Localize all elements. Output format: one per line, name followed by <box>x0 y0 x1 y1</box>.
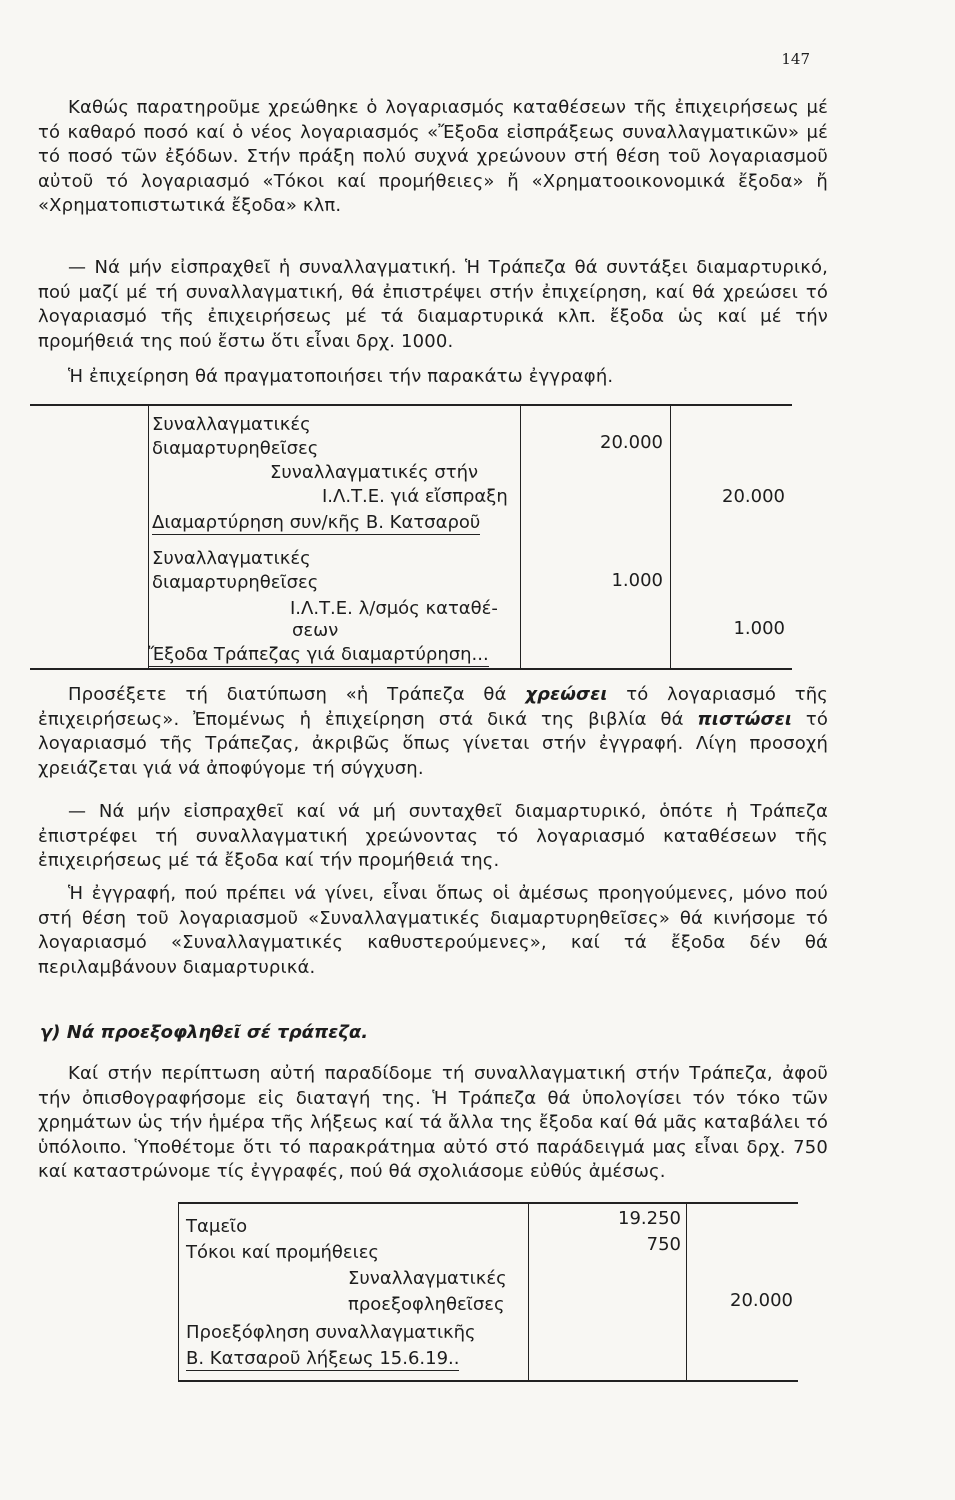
credit-account-line: σεων <box>292 620 339 641</box>
debit-amount: 750 <box>646 1234 681 1255</box>
entry-description: Β. Κατσαροῦ λήξεως 15.6.19.. <box>186 1348 460 1369</box>
debit-account-line: Συναλλαγματικές <box>152 548 311 569</box>
debit-account-line: Ταμεῖο <box>186 1216 248 1237</box>
paragraph-not-collected: — Νά μήν εἰσπραχθεῖ ἡ συναλλαγματική. Ἡ Τράπεζα θά συντάξει διαμαρτυρικό, πού μαζί μέ τή συναλλαγματική, θά ἐπιστρέψει στήν ἐπιχείρηση, καί θά χρεώσει τό λογαριασμό τῆς ἐπιχειρήσεως μέ τά διαμαρτυρικά κλπ. ἔξοδα ὡς καί μέ τήν προμήθειά της πού ἔστω ὅτι εἶναι δρχ. 1000. <box>38 257 828 352</box>
page-number: 147 <box>781 50 810 68</box>
journal-entry-discount <box>178 1202 798 1382</box>
column-divider <box>686 1204 687 1380</box>
paragraph-intro: Καθώς παρατηροῦμε χρεώθηκε ὁ λογαριασμός καταθέσεων τῆς ἐπιχειρήσεως μέ τό καθαρό ποσό καί ὁ νέος λογαριασμός «Ἔξοδα εἰσπράξεως συναλλαγματικῶν» μέ τό ποσό τῶν ἐξόδων. Στήν πράξη πολύ συχνά χρεώνουν στή θέση τοῦ λογαριασμοῦ αὐτοῦ τό λογαριασμό «Τόκοι καί προμήθειες» ἤ «Χρηματοοικονομικά ἔξοδα» ἤ «Χρηματοπιστωτικά ἔξοδα» κλπ. <box>38 97 828 216</box>
credit-account-line: Ι.Λ.Τ.Ε. γιά εἴσπραξη <box>322 486 508 507</box>
entry-description: Προεξόφληση συναλλαγματικῆς <box>186 1322 476 1343</box>
column-divider <box>670 406 671 668</box>
journal-entry-protest <box>30 404 792 670</box>
paragraph-no-protest: — Νά μήν εἰσπραχθεῖ καί νά μή συνταχθεῖ διαμαρτυρικό, ὁπότε ἡ Τράπεζα ἐπιστρέφει τή συναλλαγματική χρεώνοντας τό λογαριασμό καταθέσεων τῆς ἐπιχειρήσεως μέ τά ἔξοδα καί τήν προμήθειά της. <box>38 801 828 871</box>
column-divider <box>178 1204 179 1380</box>
entry-description: Διαμαρτύρηση συν/κῆς Β. Κατσαροῦ <box>152 512 481 533</box>
entry-description: Ἔξοδα Τράπεζας γιά διαμαρτύρηση... <box>148 644 489 665</box>
column-divider <box>528 1204 529 1380</box>
paragraph-entry-intro: Ἡ ἐπιχείρηση θά πραγματοποιήσει τήν παρακάτω ἐγγραφή. <box>68 366 614 387</box>
debit-amount: 1.000 <box>611 570 663 591</box>
note-text: τό λογαριασμό τῆς Τράπεζας, ἀκριβῶς ὅπως γίνεται στήν ἐγγραφή. Λίγη προσοχή χρειάζεται γιά νά ἀποφύγομε τή σύγχυση. <box>38 708 828 779</box>
note-text: Προσέξετε τή διατύπωση «ἡ Τράπεζα θά <box>68 684 526 705</box>
debit-amount: 19.250 <box>618 1208 681 1229</box>
paragraph-discount: Καί στήν περίπτωση αὐτή παραδίδομε τή συναλλαγματική στήν Τράπεζα, ἀφοῦ τήν ὀπισθογραφήσομε εἰς διαταγή της. Ἡ Τράπεζα θά ὑπολογίσει τόν τόκο τῶν χρημάτων ὡς τήν ἡμέρα τῆς λήξεως καί τά ἄλλα της ἔξοδα καί θά μᾶς καταβάλει τό ὑπόλοιπο. Ὑποθέτομε ὅτι τό παρακράτημα αὐτό στό παράδειγμά μας εἶναι δρχ. 750 καί καταστρώνομε τίς ἐγγραφές, πού θά σχολιάσομε εὐθύς ἀμέσως. <box>38 1063 828 1182</box>
debit-account-line: διαμαρτυρηθεῖσες <box>152 438 319 459</box>
debit-amount: 20.000 <box>600 432 663 453</box>
column-divider <box>148 406 149 668</box>
credit-account-line: προεξοφληθεῖσες <box>348 1294 505 1315</box>
column-divider <box>520 406 521 668</box>
paragraph-note <box>38 683 828 781</box>
section-heading: γ) Νά προεξοφληθεῖ σέ τράπεζα. <box>40 1022 369 1043</box>
debit-account-line: Συναλλαγματικές <box>152 414 311 435</box>
emphasis-debit: χρεώσει <box>525 684 608 705</box>
debit-account-line: διαμαρτυρηθεῖσες <box>152 572 319 593</box>
credit-account-line: Συναλλαγματικές <box>348 1268 507 1289</box>
credit-amount: 1.000 <box>733 618 785 639</box>
note-text: τό λογαριασμό τῆς ἐπιχειρήσεως». Ἐπομένως ἡ ἐπιχείρηση στά δικά της βιβλία θά <box>38 684 829 730</box>
credit-amount: 20.000 <box>730 1290 793 1311</box>
debit-account-line: Τόκοι καί προμήθειες <box>186 1242 379 1263</box>
credit-amount: 20.000 <box>722 486 785 507</box>
credit-account-line: Συναλλαγματικές στήν <box>270 462 479 483</box>
credit-account-line: Ι.Λ.Τ.Ε. λ/σμός καταθέ- <box>290 598 498 619</box>
emphasis-credit: πιστώσει <box>697 708 793 730</box>
paragraph-overdue: Ἡ ἐγγραφή, πού πρέπει νά γίνει, εἶναι ὅπως οἱ ἀμέσως προηγούμενες, μόνο πού στή θέση τοῦ λογαριασμοῦ «Συναλλαγματικές διαμαρτυρηθεῖσες» θά κινήσομε τό λογαριασμό «Συναλλαγματικές καθυστερούμενες», καί τά ἔξοδα δέν θά περιλαμβάνουν διαμαρτυρικά. <box>38 883 828 978</box>
